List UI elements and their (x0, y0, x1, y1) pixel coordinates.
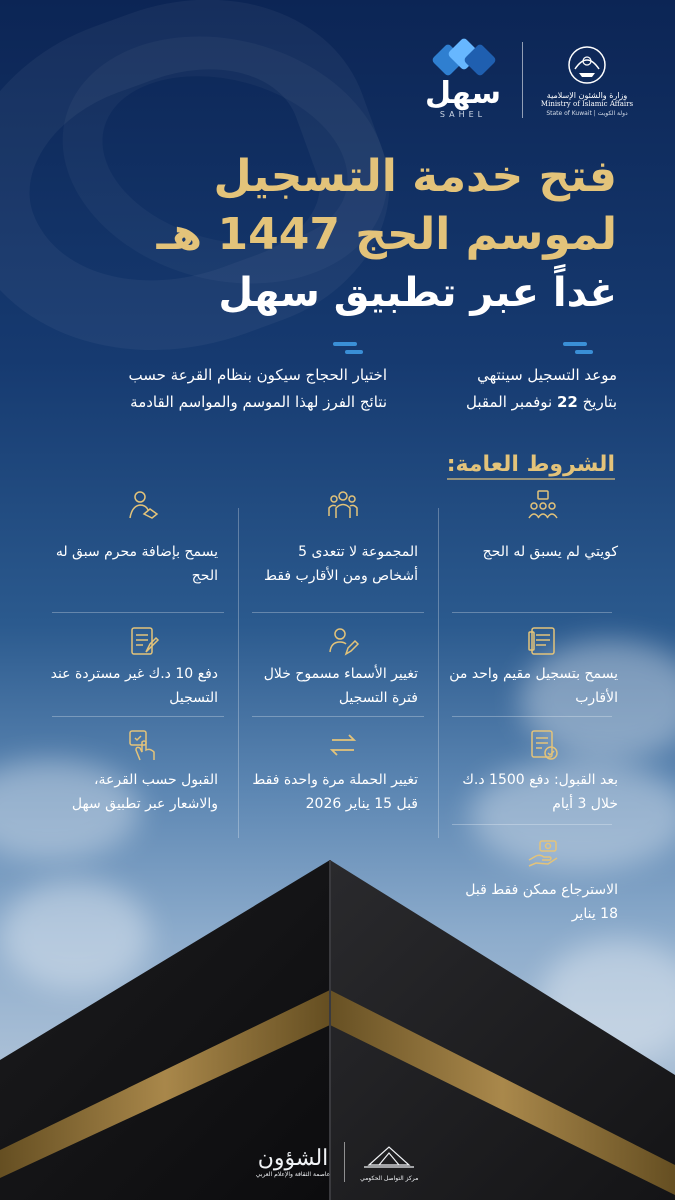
condition-item (48, 624, 218, 714)
ship-logo-icon (359, 1143, 419, 1171)
title-line-1: فتح خدمة التسجيل (213, 151, 617, 202)
grid-divider (238, 508, 239, 838)
lottery-line-1: اختيار الحجاج سيكون بنظام القرعة حسب (128, 366, 387, 384)
users-icon (326, 488, 360, 522)
kuwait-emblem-icon (565, 43, 609, 87)
condition-text: الاسترجاع ممكن فقط قبل 18 يناير (465, 882, 618, 922)
condition-text: تغيير الحملة مرة واحدة فقط قبل 15 يناير 2026 (252, 772, 418, 812)
title-line-3: غداً عبر تطبيق سهل (218, 270, 617, 316)
lottery-info (57, 362, 387, 416)
sahel-mark-icon (428, 40, 498, 82)
condition-item (448, 624, 618, 714)
condition-item (448, 488, 618, 598)
approved-document-icon (526, 728, 560, 762)
grid-divider (452, 612, 612, 613)
registration-deadline (377, 362, 617, 416)
grid-divider (452, 824, 612, 825)
deadline-line-2: بتاريخ 22 نوفمبر المقبل (465, 393, 617, 411)
condition-text: كويتي لم يسبق له الحج (482, 544, 618, 560)
info-left-dash (345, 350, 363, 354)
condition-item (448, 728, 618, 818)
condition-text: دفع 10 د.ك غير مستردة عند التسجيل (50, 666, 218, 706)
form-icon (126, 624, 160, 658)
sahel-logo (418, 40, 508, 119)
user-edit-icon (326, 624, 360, 658)
condition-item (248, 624, 418, 714)
grid-divider (52, 612, 224, 613)
condition-text: المجموعة لا تتعدى 5 أشخاص ومن الأقارب فقط (264, 544, 418, 584)
condition-text: يسمح بإضافة محرم سبق له الحج (55, 544, 218, 584)
deadline-line-1: موعد التسجيل سينتهي (477, 366, 617, 384)
condition-text: تغيير الأسماء مسموح خلال فترة التسجيل (263, 666, 418, 706)
condition-item (48, 728, 218, 838)
grid-divider (452, 716, 612, 717)
ministry-name-ar: وزارة والشئون الإسلامية (546, 90, 628, 100)
condition-text: بعد القبول: دفع 1500 د.ك خلال 3 أيام (462, 772, 618, 812)
condition-text: القبول حسب القرعة، والاشعار عبر تطبيق سهل (71, 772, 218, 812)
culture-capital-logo: الشؤون عاصمة الثقافة والإعلام العربي (255, 1146, 331, 1178)
hand-tap-icon (126, 728, 160, 762)
page-title (47, 148, 617, 322)
condition-item (248, 488, 418, 598)
logo-divider (522, 42, 523, 118)
sahel-wordmark: سهل (424, 76, 502, 111)
condition-item (48, 488, 218, 598)
grid-divider (52, 716, 224, 717)
title-line-2: لموسم الحج 1447 هـ (156, 209, 617, 260)
info-right-dash (563, 342, 587, 346)
exchange-arrows-icon (326, 728, 360, 762)
conditions-heading: الشروط العامة: (446, 452, 615, 477)
document-icon (526, 624, 560, 658)
footer-logos (0, 1142, 675, 1182)
ministry-state: State of Kuwait | دولة الكويت (546, 109, 628, 117)
ministry-logo (537, 43, 637, 117)
condition-text: يسمح بتسجيل مقيم واحد من الأقارب (449, 666, 618, 706)
info-right-dash (575, 350, 593, 354)
ministry-name-en: Ministry of Islamic Affairs (540, 99, 634, 108)
handshake-icon (126, 488, 160, 522)
lottery-line-2: نتائج الفرز لهذا الموسم والمواسم القادمة (130, 393, 387, 411)
header-logos (418, 40, 637, 119)
footer-divider (344, 1142, 345, 1182)
sahel-subtitle: SAHEL (439, 110, 487, 119)
condition-item (248, 728, 418, 818)
grid-divider (252, 716, 424, 717)
people-group-icon (526, 488, 560, 522)
info-left-dash (333, 342, 357, 346)
gov-communication-logo: مركز التواصل الحكومي (359, 1143, 419, 1182)
grid-divider (438, 508, 439, 838)
grid-divider (252, 612, 424, 613)
